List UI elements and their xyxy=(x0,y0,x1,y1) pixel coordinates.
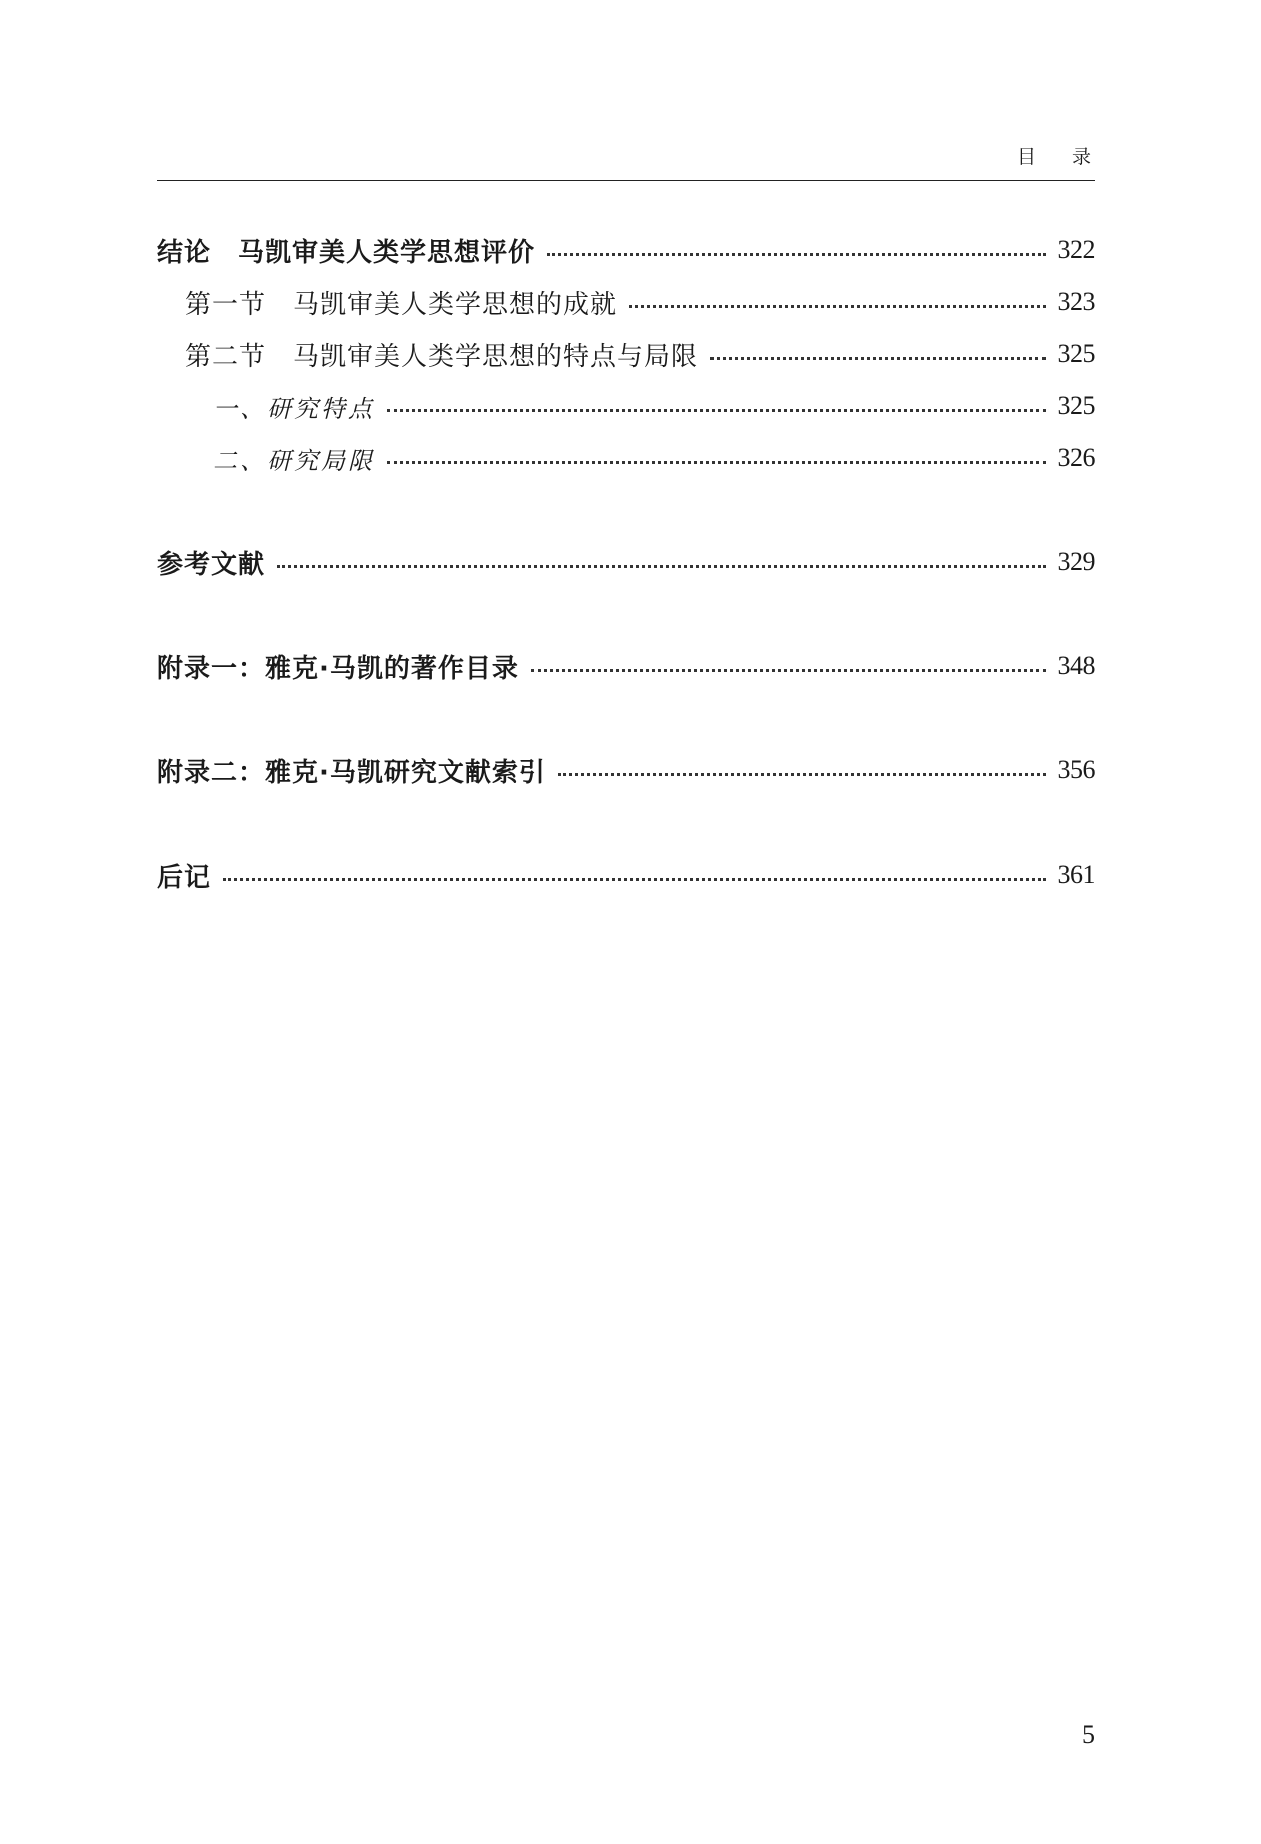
toc-entry-label: 第一节 马凯审美人类学思想的成就 xyxy=(185,289,618,320)
toc-entry-appendix-2[interactable] xyxy=(157,750,1095,790)
toc-entry-label: 二、研究局限 xyxy=(213,446,375,475)
running-header-title: 目录 xyxy=(1016,146,1127,168)
running-header xyxy=(157,136,1127,181)
toc-leader-dots xyxy=(547,253,1045,256)
toc-entry-label: 结论 马凯审美人类学思想评价 xyxy=(157,237,536,268)
toc-leader-dots xyxy=(223,878,1045,881)
toc-entry-subsection-1[interactable] xyxy=(157,386,1095,426)
toc-entry-label: 附录二：雅克·马凯研究文献索引 xyxy=(157,757,546,788)
toc-entry-conclusion[interactable] xyxy=(157,230,1095,270)
toc-entry-page: 348 xyxy=(1057,651,1095,680)
toc-entry-label: 后记 xyxy=(157,862,212,893)
toc-entry-page: 325 xyxy=(1057,391,1095,420)
toc-entry-references[interactable] xyxy=(157,542,1095,582)
page-number: 5 xyxy=(1082,1720,1095,1749)
toc-entry-page: 323 xyxy=(1057,287,1095,316)
toc-entry-page: 356 xyxy=(1057,755,1095,784)
toc-entry-page: 326 xyxy=(1057,443,1095,472)
toc-entry-appendix-1[interactable] xyxy=(157,646,1095,686)
toc-entry-label: 参考文献 xyxy=(157,549,266,580)
toc-leader-dots xyxy=(387,409,1046,412)
toc-entry-page: 361 xyxy=(1057,860,1095,889)
toc-entry-postscript[interactable] xyxy=(157,855,1095,895)
toc-entry-page: 325 xyxy=(1057,339,1095,368)
toc-entry-page: 322 xyxy=(1057,235,1095,264)
toc-entry-label: 附录一：雅克·马凯的著作目录 xyxy=(157,653,519,684)
toc-leader-dots xyxy=(387,461,1046,464)
toc-leader-dots xyxy=(531,669,1046,672)
toc-entry-subsection-2[interactable] xyxy=(157,438,1095,478)
toc-entry-section-1[interactable] xyxy=(157,282,1095,322)
toc-entry-section-2[interactable] xyxy=(157,334,1095,374)
toc-leader-dots xyxy=(277,565,1045,568)
toc-entry-page: 329 xyxy=(1057,547,1095,576)
toc-entry-label: 一、研究特点 xyxy=(213,394,375,423)
toc-leader-dots xyxy=(629,305,1045,308)
toc-leader-dots xyxy=(710,357,1045,360)
toc-leader-dots xyxy=(558,773,1046,776)
toc-entry-label: 第二节 马凯审美人类学思想的特点与局限 xyxy=(185,341,699,372)
